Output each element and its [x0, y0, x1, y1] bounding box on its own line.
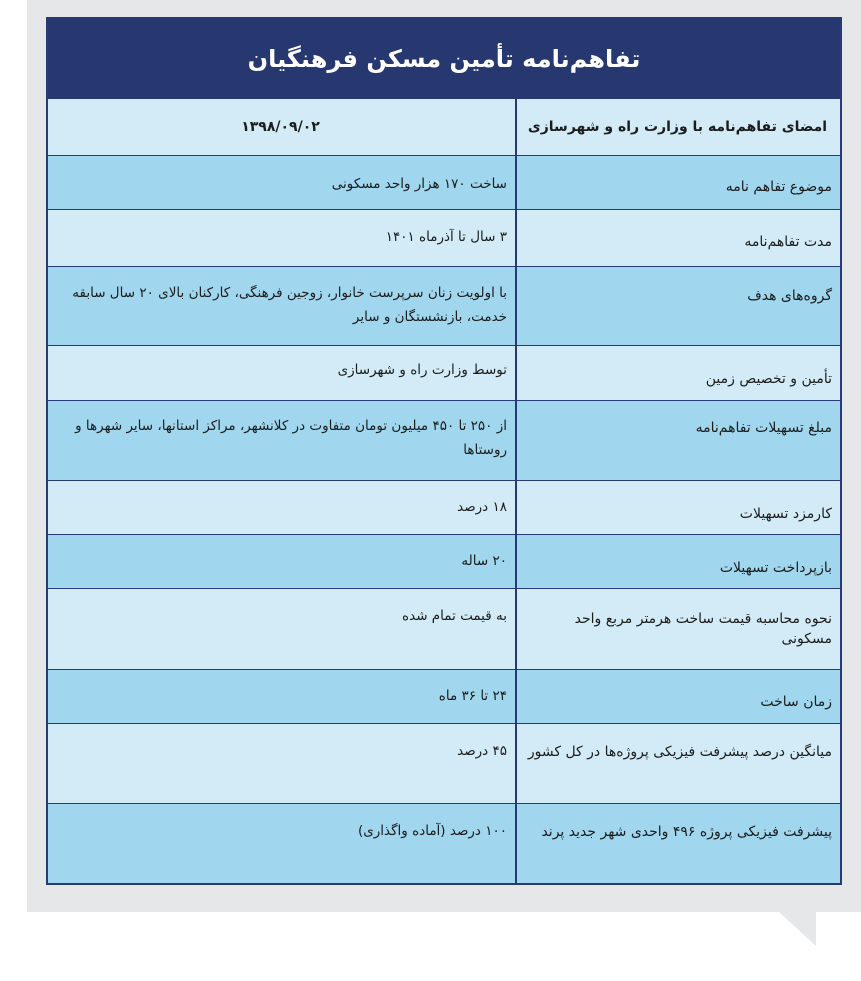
header-date: ۱۳۹۸/۰۹/۰۲: [48, 99, 515, 156]
row-label: میانگین درصد پیشرفت فیزیکی پروژه‌ها در کل کشور: [515, 724, 840, 804]
row-value: ۴۵ درصد: [48, 724, 515, 804]
row-value: ساخت ۱۷۰ هزار واحد مسکونی: [48, 156, 515, 210]
table-row: [48, 267, 840, 346]
table-row: [48, 724, 840, 804]
table-row: [48, 481, 840, 535]
row-label: بازپرداخت تسهیلات: [515, 535, 840, 589]
row-value: با اولویت زنان سرپرست خانوار، زوجین فرهنگی، کارکنان بالای ۲۰ سال سابقه خدمت، بازنشستگان و سایر: [48, 267, 515, 346]
header-label: امضای تفاهم‌نامه با وزارت راه و شهرسازی: [515, 99, 840, 156]
table-row: [48, 346, 840, 401]
info-table: [46, 17, 842, 885]
table-title-bar: [48, 19, 840, 99]
table-row: [48, 401, 840, 481]
table-row: [48, 156, 840, 210]
table-row: [48, 804, 840, 883]
row-label: کارمزد تسهیلات: [515, 481, 840, 535]
row-label: تأمین و تخصیص زمین: [515, 346, 840, 401]
row-value: ۲۰ ساله: [48, 535, 515, 589]
row-label: نحوه محاسبه قیمت ساخت هرمتر مربع واحد مسکونی: [515, 589, 840, 670]
table-row: [48, 535, 840, 589]
row-value: ۱۸ درصد: [48, 481, 515, 535]
table-row: [48, 670, 840, 724]
table-row: [48, 210, 840, 267]
row-label: مبلغ تسهیلات تفاهم‌نامه: [515, 401, 840, 481]
row-value: ۱۰۰ درصد (آماده واگذاری): [357, 823, 507, 839]
row-value: ۲۴ تا ۳۶ ماه: [48, 670, 515, 724]
row-value: به قیمت تمام شده: [48, 589, 515, 670]
table-row: [48, 589, 840, 670]
row-label: زمان ساخت: [515, 670, 840, 724]
row-value: از ۲۵۰ تا ۴۵۰ میلیون تومان متفاوت در کلانشهر، مراکز استانها، سایر شهرها و روستاها: [48, 401, 515, 481]
row-label: موضوع تفاهم نامه: [515, 156, 840, 210]
table-title: تفاهم‌نامه تأمین مسکن فرهنگیان: [247, 45, 641, 73]
card-tail: [779, 912, 816, 946]
row-label: گروه‌های هدف: [515, 267, 840, 346]
table-header-row: [48, 99, 840, 156]
row-label: مدت تفاهم‌نامه: [515, 210, 840, 267]
row-value: توسط وزارت راه و شهرسازی: [48, 346, 515, 401]
row-label: پیشرفت فیزیکی پروژه ۴۹۶ واحدی شهر جدید پرند: [515, 804, 840, 883]
row-value: ۳ سال تا آذرماه ۱۴۰۱: [48, 210, 515, 267]
